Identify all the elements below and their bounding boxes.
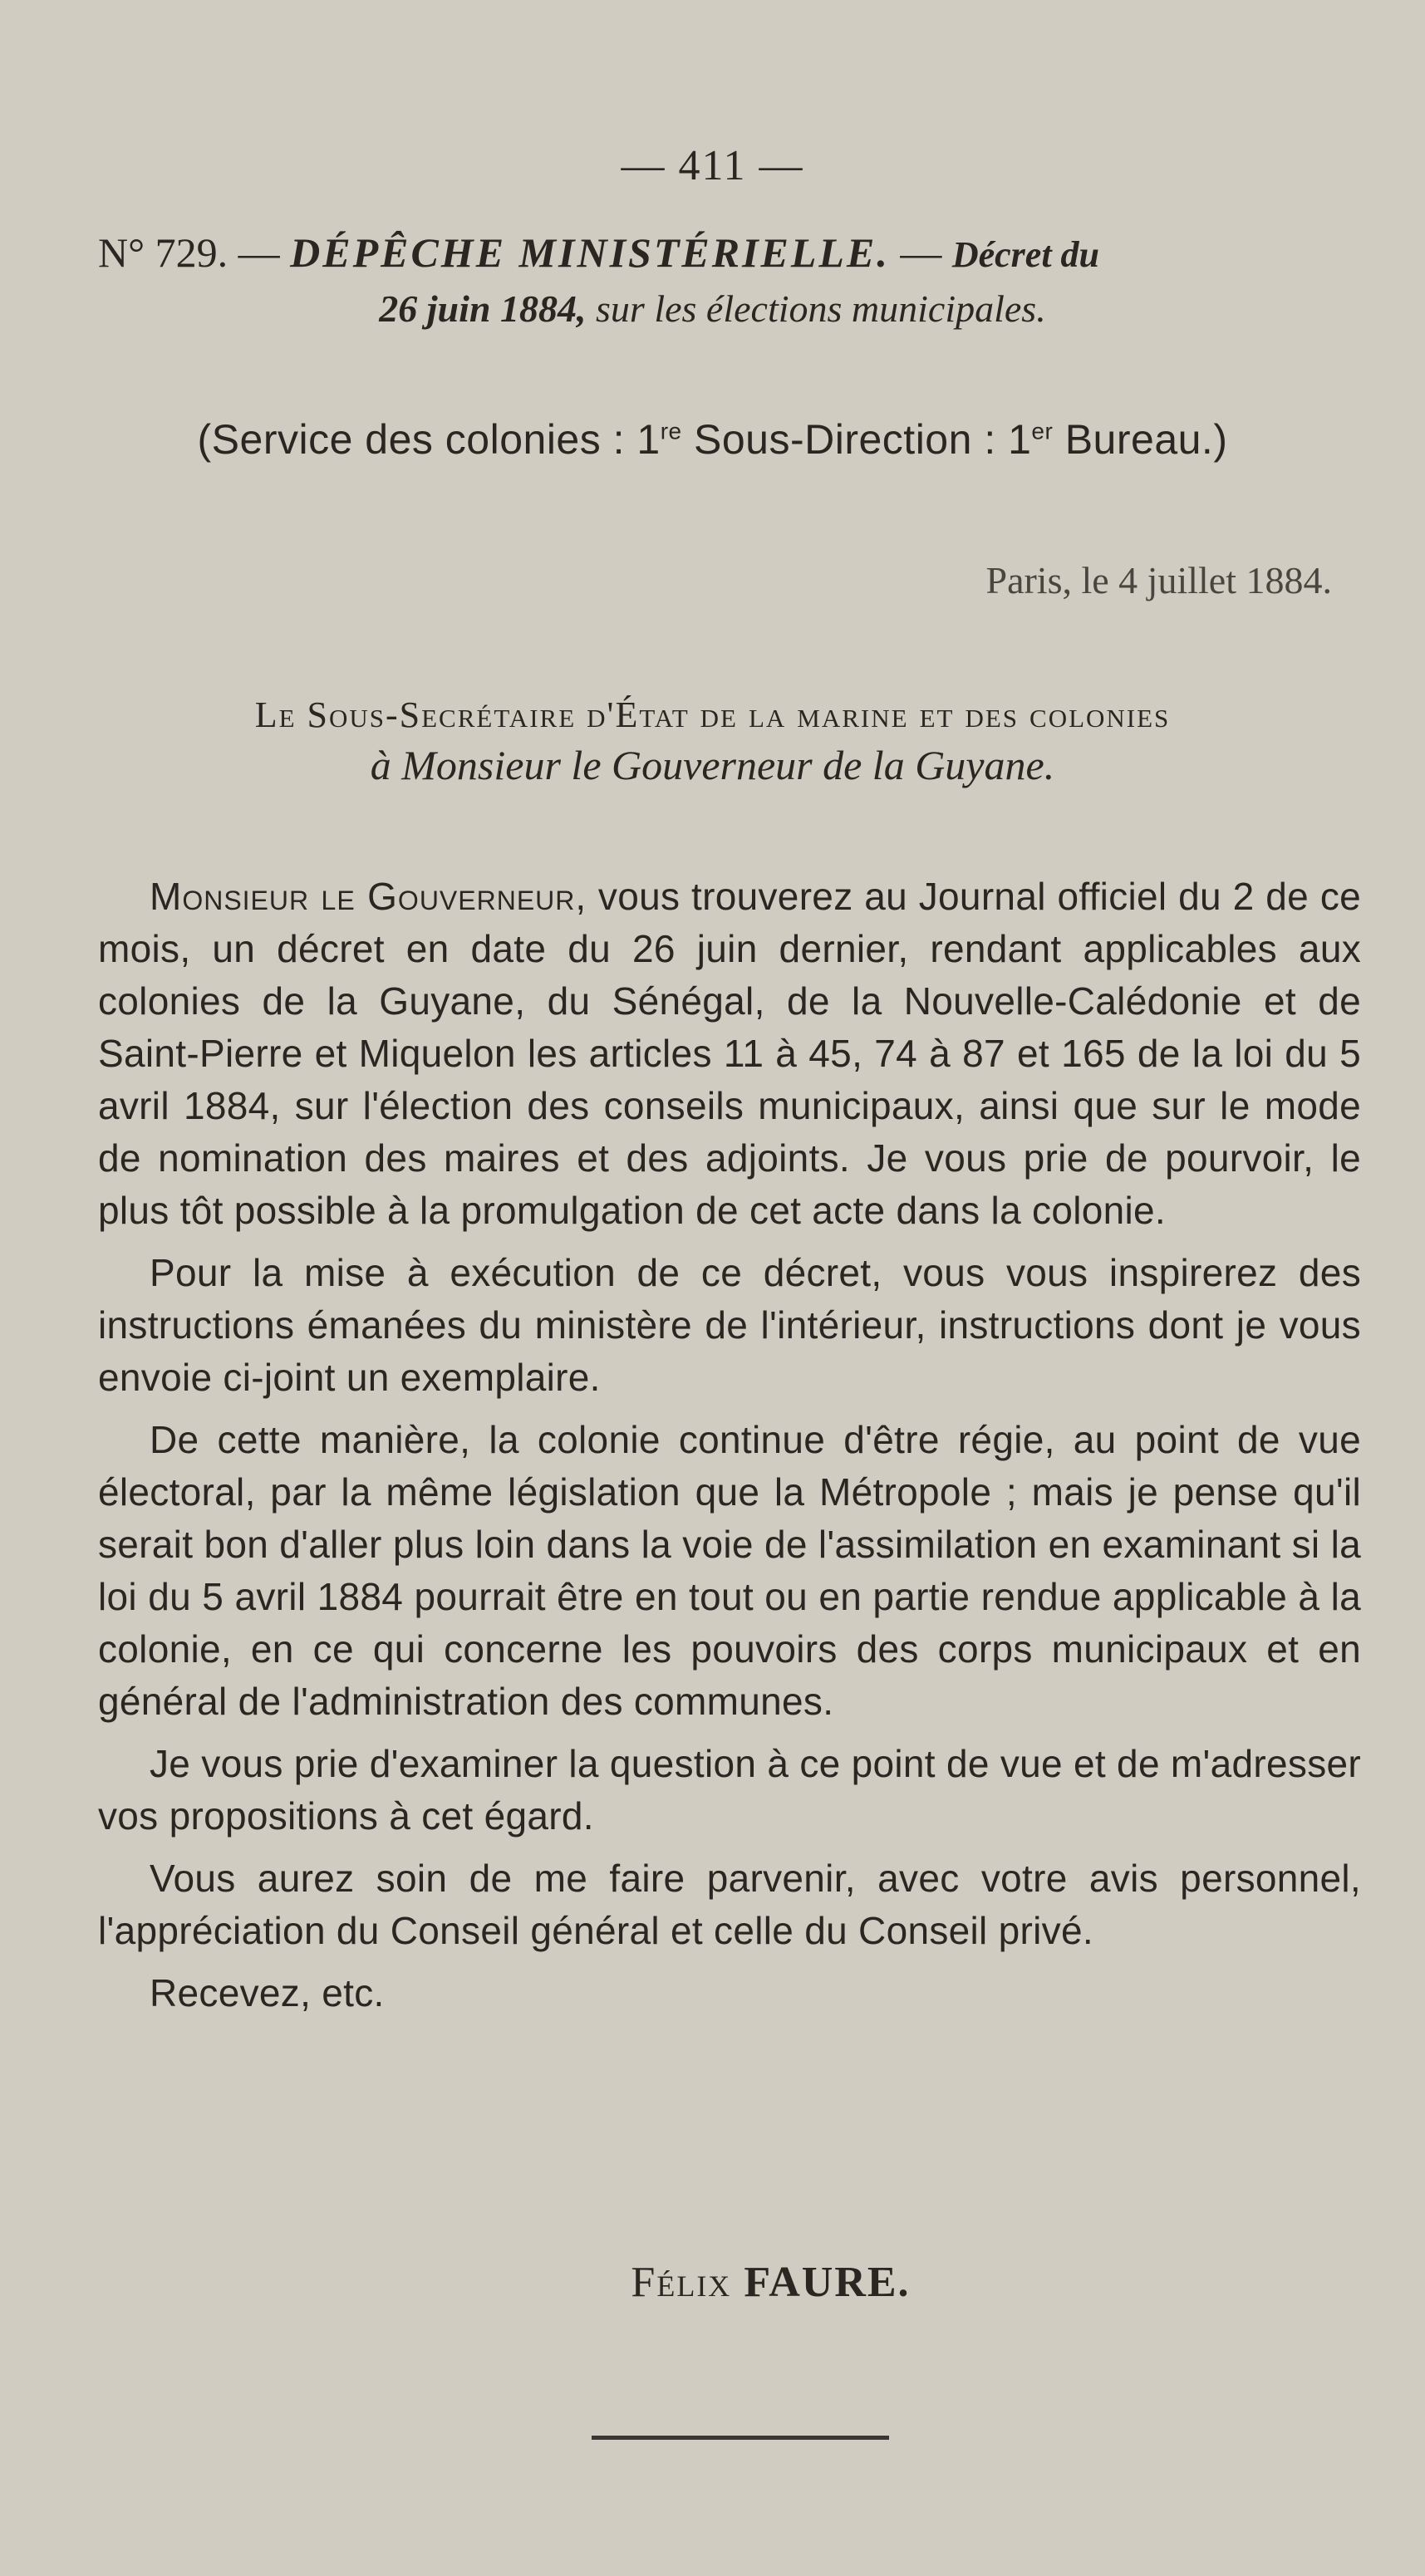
document-heading xyxy=(98,223,1361,285)
paragraph: Vous aurez soin de me faire parvenir, avec votre avis personnel, l'appréciation du Conseil général et celle du Conseil privé. xyxy=(98,1857,1361,1952)
paragraph: Pour la mise à exécution de ce décret, vous vous inspirerez des instructions émanées du ministère de l'intérieur, instructions dont je vous envoie ci-joint un exemplaire. xyxy=(98,1251,1361,1399)
sender-title: Le Sous-Secrétaire d'État de la marine et des colonies xyxy=(254,694,1171,735)
service-sup-2: er xyxy=(1031,418,1054,444)
document-subtitle xyxy=(0,282,1425,336)
subtitle-text: sur les élections municipales. xyxy=(596,287,1046,330)
document-number: N° 729. xyxy=(98,229,228,276)
signature-first-name: Félix xyxy=(631,2259,732,2306)
salutation: Monsieur le Gouverneur, xyxy=(150,875,587,918)
recipient-line: à Monsieur le Gouverneur de la Guyane. xyxy=(370,742,1055,788)
paragraph: Je vous prie d'examiner la question à ce point de vue et de m'adresser vos propositions à cet égard. xyxy=(98,1742,1361,1838)
paragraph-text: vous trouverez au Journal officiel du 2 de ce mois, un décret en date du 26 juin dernier, rendant applicables aux colonies de la Guyane, du Sénégal, de la Nouvelle-Calédonie et de Saint-Pierre et Miquelon les articles 11 à 45, 74 à 87 et 165 de la loi du 5 avril 1884, sur l'élection des conseils municipaux, ainsi que sur le mode de nomination des maires et des adjoints. Je vous prie de pourvoir, le plus tôt possible à la promulgation de cet acte dans la colonie. xyxy=(98,875,1361,1232)
service-sup-1: re xyxy=(660,418,682,444)
decret-label: Décret du xyxy=(951,234,1100,275)
service-line xyxy=(0,415,1425,464)
letter-body xyxy=(98,871,1361,2029)
signature-last-name: FAURE. xyxy=(744,2259,911,2306)
service-middle: Sous-Direction : 1 xyxy=(681,416,1032,463)
subtitle-date: 26 juin 1884, xyxy=(379,287,587,330)
service-prefix: (Service des colonies : 1 xyxy=(197,416,661,463)
service-suffix: Bureau.) xyxy=(1053,416,1228,463)
closing-rule xyxy=(592,2436,889,2440)
heading-dash: — xyxy=(900,229,942,276)
sender-line xyxy=(0,689,1425,741)
paragraph: Recevez, etc. xyxy=(150,1971,385,2014)
document-title: DÉPÊCHE MINISTÉRIELLE. xyxy=(290,229,890,276)
page-number: — 411 — xyxy=(621,142,804,189)
signature xyxy=(0,2258,1425,2307)
dateline: Paris, le 4 juillet 1884. xyxy=(985,559,1332,601)
heading-dash: — xyxy=(238,229,280,276)
paragraph: De cette manière, la colonie continue d'être régie, au point de vue électoral, par la même législation que la Métropole ; mais je pense qu'il serait bon d'aller plus loin dans la voie de l'assimilation en examinant si la loi du 5 avril 1884 pourrait être en tout ou en partie rendue applicable à la colonie, en ce qui concerne les pouvoirs des corps municipaux et en général de l'administration des communes. xyxy=(98,1418,1361,1723)
paragraph xyxy=(98,871,1361,1237)
